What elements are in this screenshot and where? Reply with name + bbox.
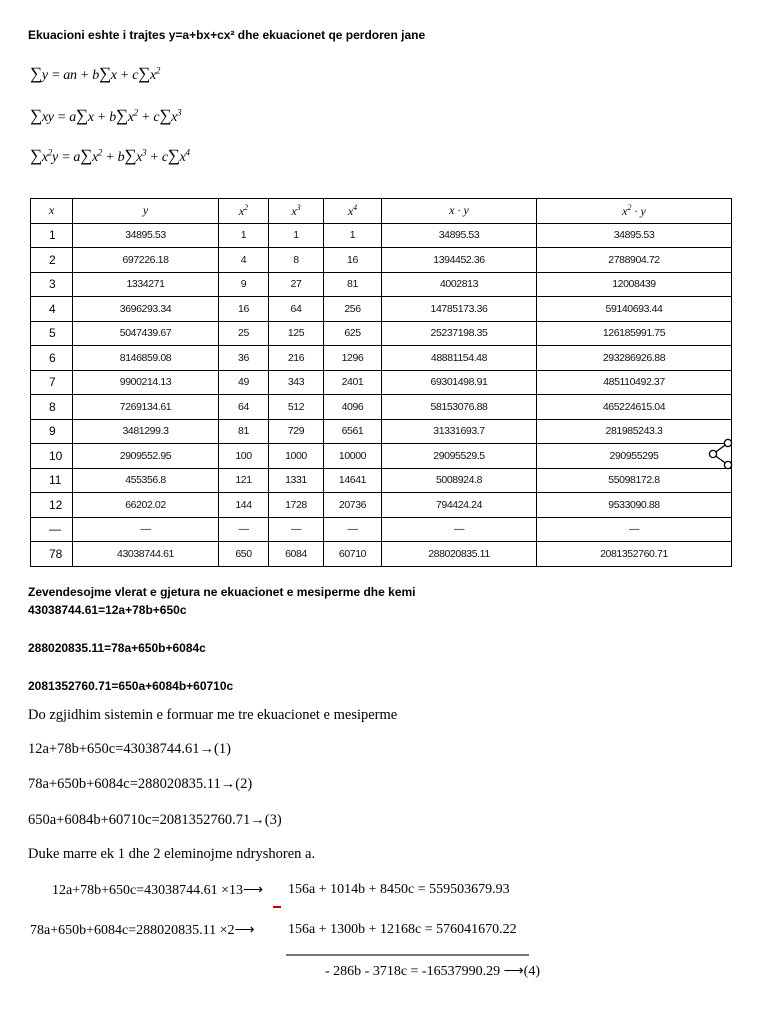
table-cell: 9900214.13 (73, 370, 219, 395)
table-cell: 794424.24 (382, 493, 537, 518)
regression-table (30, 198, 732, 567)
result-equation-4: - 286b - 3718c = -16537990.29 ⟶(4) (325, 964, 540, 979)
table-cell: 29095529.5 (382, 444, 537, 469)
table-cell: 121 (219, 468, 269, 493)
table-cell: 34895.53 (537, 223, 732, 248)
table-cell: 49 (219, 370, 269, 395)
table-cell: 78 (31, 542, 73, 567)
table-cell: 256 (324, 297, 382, 322)
col-header-x4: $x^4$ (324, 199, 382, 224)
multiply-line-1-right: 156a + 1014b + 8450c = 559503679.93 (288, 882, 510, 897)
substituted-equation-1: 43038744.61=12a+78b+650c (28, 603, 187, 617)
table-row (31, 395, 732, 420)
table-cell: 5047439.67 (73, 321, 219, 346)
table-cell: 9 (219, 272, 269, 297)
table-cell: 455356.8 (73, 468, 219, 493)
table-cell: 27 (269, 272, 324, 297)
table-cell: 9 (31, 419, 73, 444)
table-row (31, 468, 732, 493)
table-cell: 25237198.35 (382, 321, 537, 346)
table-cell: 43038744.61 (73, 542, 219, 567)
table-cell: 1331 (269, 468, 324, 493)
table-cell: 216 (269, 346, 324, 371)
table-cell: 3481299.3 (73, 419, 219, 444)
table-cell: 465224615.04 (537, 395, 732, 420)
table-cell: 343 (269, 370, 324, 395)
table-cell: 14785173.36 (382, 297, 537, 322)
col-header-x2y: $x^2 \cdot y$ (537, 199, 732, 224)
table-cell: — (73, 517, 219, 542)
table-row (31, 248, 732, 273)
table-cell: 55098172.8 (537, 468, 732, 493)
table-cell: 8 (269, 248, 324, 273)
substitution-intro: Zevendesojme vlerat e gjetura ne ekuacionet e mesiperme dhe kemi (28, 585, 416, 599)
table-cell: 1 (269, 223, 324, 248)
table-cell: 485110492.37 (537, 370, 732, 395)
multiply-line-1-left: 12a+78b+650c=43038744.61 ×13⟶ (52, 883, 264, 898)
table-cell: 20736 (324, 493, 382, 518)
table-cell: 59140693.44 (537, 297, 732, 322)
system-equation-3: 650a+6084b+60710c=2081352760.71→(3) (28, 812, 282, 828)
elimination-note: Duke marre ek 1 dhe 2 eleminojme ndryshoren a. (28, 846, 316, 862)
table-cell: 7269134.61 (73, 395, 219, 420)
table-cell: 9533090.88 (537, 493, 732, 518)
normal-equation-1: ∑y = an + $b\sum x + c\sum x^2$ (30, 64, 161, 83)
multiply-line-2-right: 156a + 1300b + 12168c = 576041670.22 (288, 922, 517, 937)
table-cell: — (382, 517, 537, 542)
table-cell: — (537, 517, 732, 542)
table-cell: 81 (219, 419, 269, 444)
table-cell: 7 (31, 370, 73, 395)
table-cell: 16 (324, 248, 382, 273)
table-cell: 64 (219, 395, 269, 420)
substituted-equation-3: 2081352760.71=650a+6084b+60710c (28, 679, 234, 693)
table-cell: 2401 (324, 370, 382, 395)
table-cell: 69301498.91 (382, 370, 537, 395)
table-cell: 512 (269, 395, 324, 420)
table-cell: 2 (31, 248, 73, 273)
table-cell: 290955295 (537, 444, 732, 469)
table-cell: 8 (31, 395, 73, 420)
table-cell: 4002813 (382, 272, 537, 297)
table-row (31, 370, 732, 395)
table-cell: 697226.18 (73, 248, 219, 273)
table-cell: 1 (219, 223, 269, 248)
table-cell: 6 (31, 346, 73, 371)
col-header-y: y (73, 199, 219, 224)
table-cell: 5008924.8 (382, 468, 537, 493)
solve-intro: Do zgjidhim sistemin e formuar me tre ekuacionet e mesiperme (28, 707, 398, 723)
table-row (31, 272, 732, 297)
normal-equation-3: $\sum x^2y = a\sum x^2 + b\sum x^3 + c\sum x^4$ (30, 146, 190, 165)
table-row (31, 493, 732, 518)
table-cell: 2081352760.71 (537, 542, 732, 567)
table-cell: 126185991.75 (537, 321, 732, 346)
system-equation-1: 12a+78b+650c=43038744.61→(1) (28, 741, 231, 757)
table-cell: 6561 (324, 419, 382, 444)
table-cell: — (269, 517, 324, 542)
col-header-x2: $x^2$ (219, 199, 269, 224)
table-cell: 4 (31, 297, 73, 322)
table-cell: 144 (219, 493, 269, 518)
table-cell: 8146859.08 (73, 346, 219, 371)
table-cell: 1334271 (73, 272, 219, 297)
table-cell: — (219, 517, 269, 542)
table-cell: 281985243.3 (537, 419, 732, 444)
table-cell: 12 (31, 493, 73, 518)
table-cell: 5 (31, 321, 73, 346)
table-cell: 11 (31, 468, 73, 493)
table-cell: — (31, 517, 73, 542)
minus-sign (273, 906, 281, 908)
table-cell: 25 (219, 321, 269, 346)
table-cell: 12008439 (537, 272, 732, 297)
table-cell: 1 (324, 223, 382, 248)
table-cell: 48881154.48 (382, 346, 537, 371)
system-equation-2: 78a+650b+6084c=288020835.11→(2) (28, 776, 253, 792)
share-icon[interactable] (707, 438, 735, 470)
table-cell: 3696293.34 (73, 297, 219, 322)
table-cell: 1394452.36 (382, 248, 537, 273)
table-cell: 34895.53 (73, 223, 219, 248)
table-row (31, 444, 732, 469)
table-cell: 100 (219, 444, 269, 469)
table-cell: 66202.02 (73, 493, 219, 518)
table-cell: 4 (219, 248, 269, 273)
table-cell: 729 (269, 419, 324, 444)
table-header-row (31, 199, 732, 224)
subtraction-line (286, 954, 529, 956)
table-cell: 288020835.11 (382, 542, 537, 567)
table-cell: 81 (324, 272, 382, 297)
table-cell: 58153076.88 (382, 395, 537, 420)
table-cell: 64 (269, 297, 324, 322)
table-cell: 34895.53 (382, 223, 537, 248)
table-row (31, 419, 732, 444)
table-row (31, 321, 732, 346)
table-cell: — (324, 517, 382, 542)
table-cell: 60710 (324, 542, 382, 567)
col-header-x3: $x^3$ (269, 199, 324, 224)
table-cell: 625 (324, 321, 382, 346)
substituted-equation-2: 288020835.11=78a+650b+6084c (28, 641, 206, 655)
table-cell: 125 (269, 321, 324, 346)
table-cell: 1000 (269, 444, 324, 469)
table-cell: 1296 (324, 346, 382, 371)
table-cell: 1728 (269, 493, 324, 518)
table-cell: 31331693.7 (382, 419, 537, 444)
table-cell: 3 (31, 272, 73, 297)
table-cell: 4096 (324, 395, 382, 420)
table-row (31, 223, 732, 248)
table-cell: 10000 (324, 444, 382, 469)
normal-equation-2: $\sum xy = a\sum x + b\sum x^2 + c\sum x^3$ (30, 106, 182, 125)
table-cell: 16 (219, 297, 269, 322)
table-cell: 650 (219, 542, 269, 567)
table-cell: 2788904.72 (537, 248, 732, 273)
table-cell: 293286926.88 (537, 346, 732, 371)
table-row (31, 517, 732, 542)
table-total-row (31, 542, 732, 567)
col-header-x: x (31, 199, 73, 224)
multiply-line-2-left: 78a+650b+6084c=288020835.11 ×2⟶ (30, 923, 255, 938)
table-cell: 36 (219, 346, 269, 371)
table-cell: 10 (31, 444, 73, 469)
table-row (31, 346, 732, 371)
col-header-xy: x · y (382, 199, 537, 224)
table-cell: 2909552.95 (73, 444, 219, 469)
page-heading: Ekuacioni eshte i trajtes y=a+bx+cx² dhe ekuacionet qe perdoren jane (28, 28, 426, 42)
table-row (31, 297, 732, 322)
table-cell: 6084 (269, 542, 324, 567)
table-cell: 1 (31, 223, 73, 248)
table-cell: 14641 (324, 468, 382, 493)
